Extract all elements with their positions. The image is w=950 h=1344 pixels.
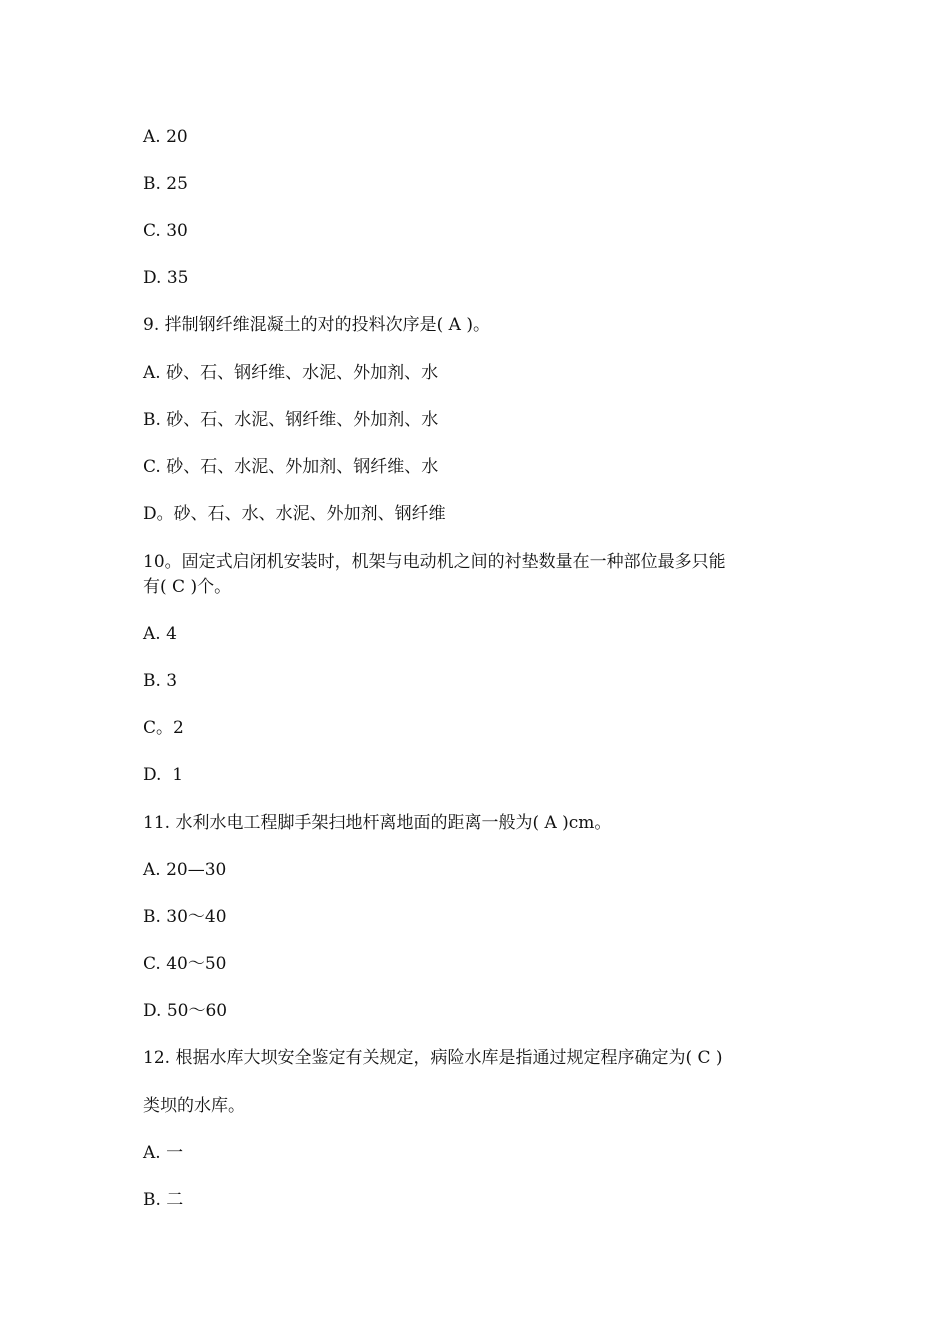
option-q8-a: A. 20	[143, 127, 188, 147]
question-11: 11. 水利水电工程脚手架扫地杆离地面的距离一般为( A )cm。	[143, 813, 612, 833]
question-10-line1: 10。固定式启闭机安装时，机架与电动机之间的衬垫数量在一种部位最多只能	[143, 552, 726, 572]
option-q11-c: C. 40～50	[143, 954, 227, 974]
option-q12-b: B. 二	[143, 1190, 184, 1210]
option-q10-d: D. 1	[143, 765, 184, 785]
option-q8-c: C. 30	[143, 221, 188, 241]
option-q12-a: A. 一	[143, 1143, 184, 1163]
question-12-line2: 类坝的水库。	[143, 1096, 245, 1116]
option-q9-d: D。砂、石、水、水泥、外加剂、钢纤维	[143, 504, 446, 524]
option-q8-b: B. 25	[143, 174, 188, 194]
question-10-line2: 有( C )个。	[143, 577, 232, 597]
question-9: 9. 拌制钢纤维混凝土的对的投料次序是( A )。	[143, 315, 490, 335]
option-q10-a: A. 4	[143, 624, 177, 644]
option-q9-a: A. 砂、石、钢纤维、水泥、外加剂、水	[143, 363, 439, 383]
option-q11-a: A. 20—30	[143, 860, 227, 880]
option-q11-d: D. 50～60	[143, 1001, 228, 1021]
option-q9-b: B. 砂、石、水泥、钢纤维、外加剂、水	[143, 410, 439, 430]
option-q9-c: C. 砂、石、水泥、外加剂、钢纤维、水	[143, 457, 439, 477]
option-q11-b: B. 30～40	[143, 907, 227, 927]
option-q10-c: C。2	[143, 718, 184, 738]
option-q8-d: D. 35	[143, 268, 189, 288]
question-12-line1: 12. 根据水库大坝安全鉴定有关规定，病险水库是指通过规定程序确定为( C )	[143, 1048, 723, 1068]
option-q10-b: B. 3	[143, 671, 178, 691]
